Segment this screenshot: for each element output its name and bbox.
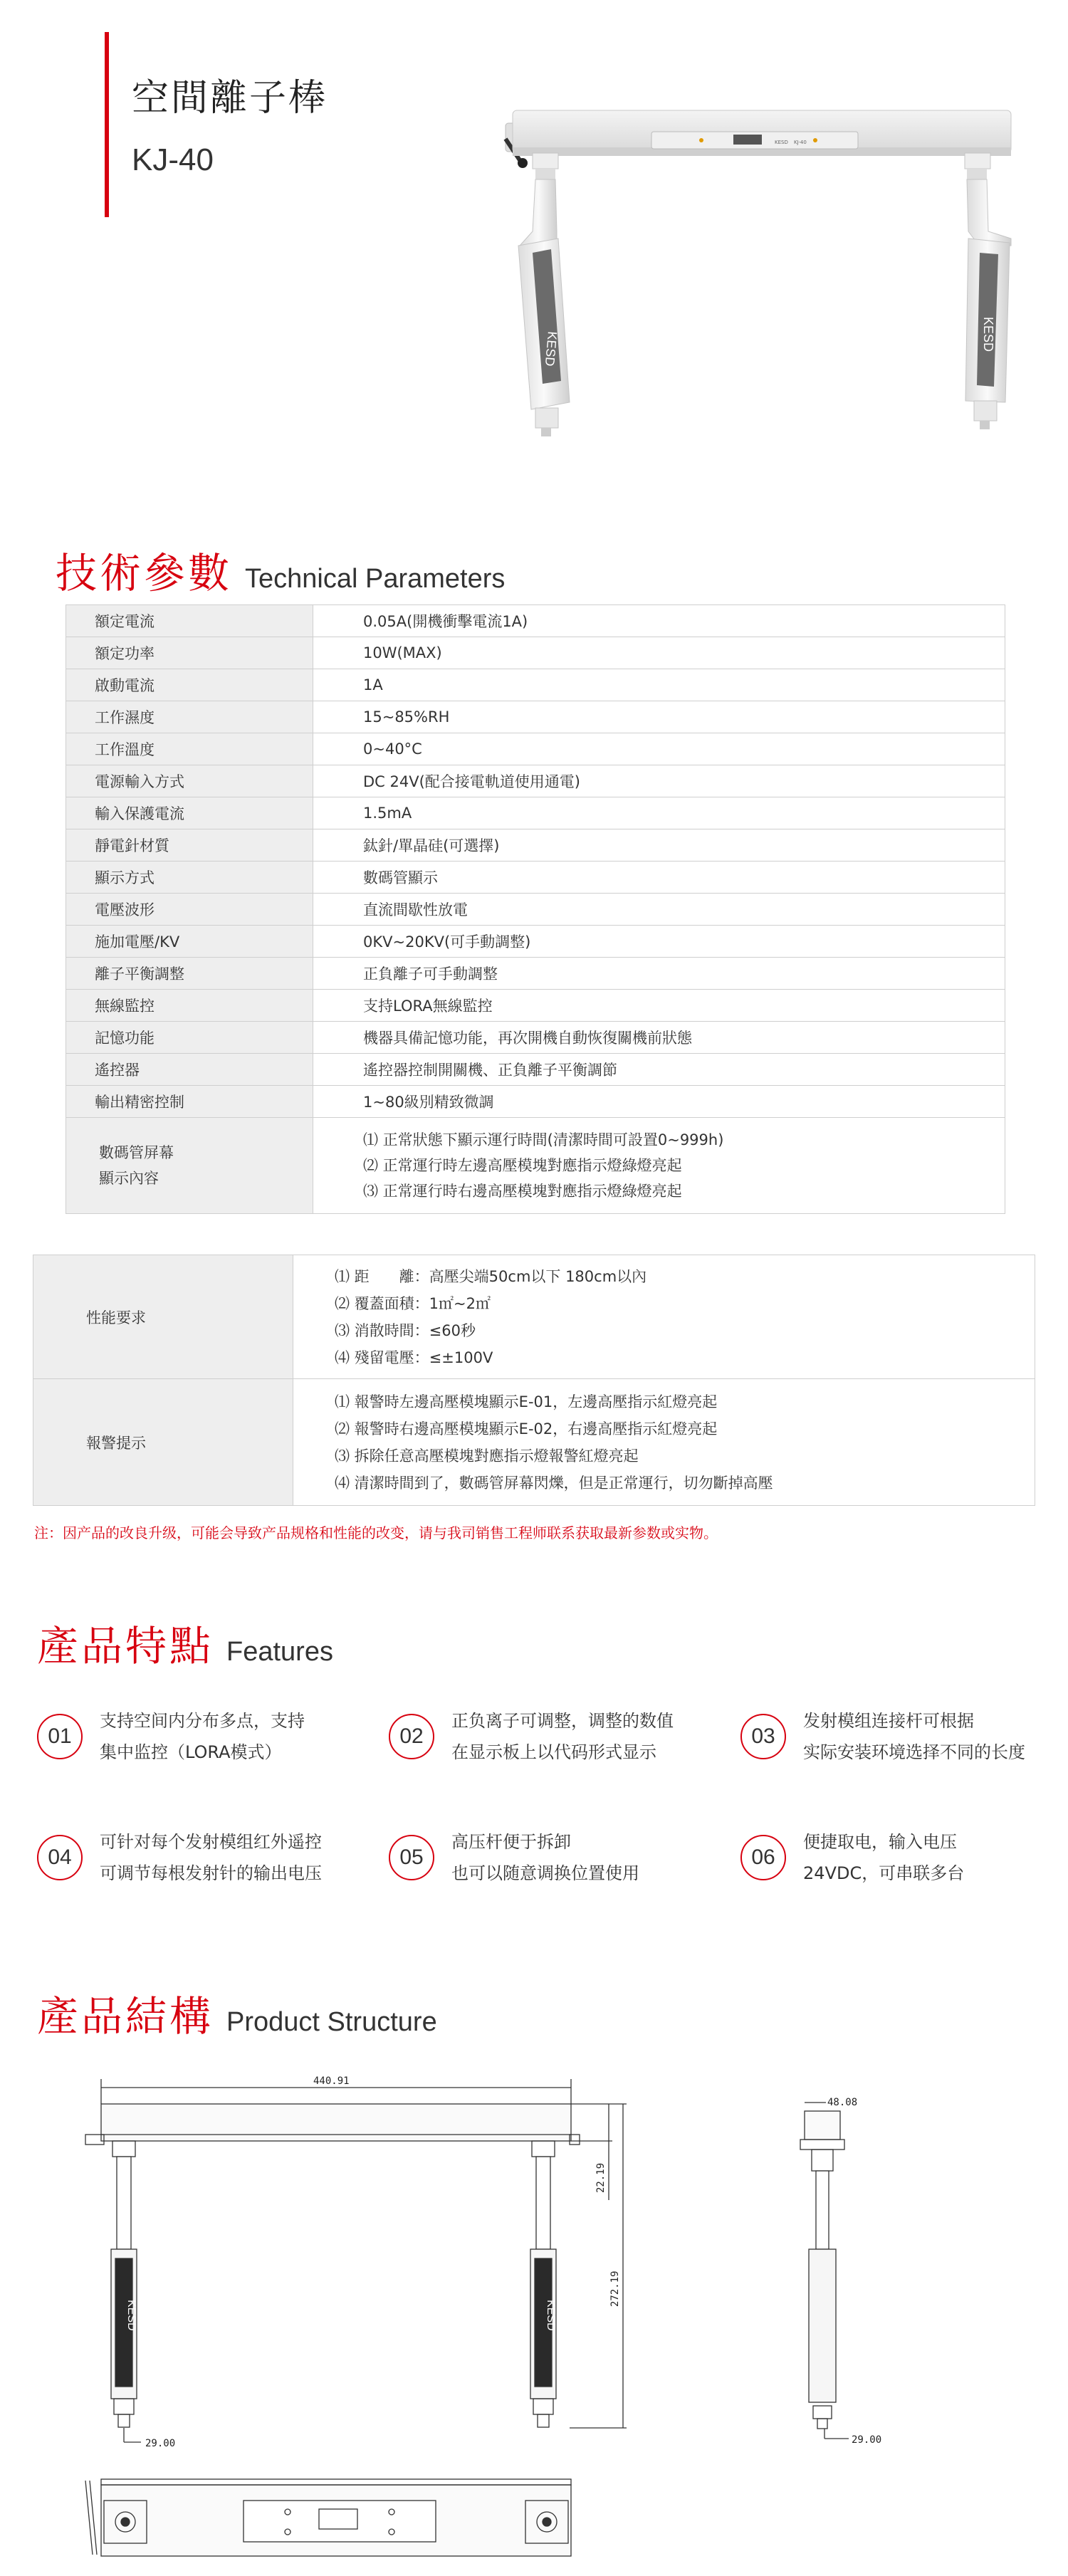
param-value: 15~85%RH <box>313 701 1005 733</box>
table-row <box>66 958 1005 990</box>
param-value: 1.5mA <box>313 797 1005 829</box>
table-row <box>66 765 1005 797</box>
feature-item <box>389 1826 639 1889</box>
param-label: 額定功率 <box>66 637 313 669</box>
table-row <box>66 733 1005 765</box>
param-label: 電源輸入方式 <box>66 765 313 797</box>
feature-number: 05 <box>389 1835 434 1880</box>
display-value <box>313 1118 1005 1214</box>
param-value: 支持LORA無線監控 <box>313 990 1005 1022</box>
feature-line: 24VDC，可串联多台 <box>803 1863 965 1883</box>
features-heading-cn: 產品特點 <box>37 1622 214 1670</box>
bottom-view-drawing <box>71 2471 641 2570</box>
front-view-drawing <box>71 2072 641 2456</box>
display-label-line: 數碼管屏幕 <box>99 1144 174 1161</box>
param-value: 1~80級別精致微調 <box>313 1086 1005 1118</box>
perf-label: 性能要求 <box>33 1255 293 1379</box>
table-row <box>66 1118 1005 1214</box>
param-label: 輸入保護電流 <box>66 797 313 829</box>
rod-right-brand: KESD <box>981 317 995 352</box>
feature-line: 高压杆便于拆卸 <box>451 1832 571 1852</box>
table-row <box>33 1379 1035 1506</box>
display-label <box>66 1118 313 1214</box>
table-row <box>66 926 1005 958</box>
param-label: 電壓波形 <box>66 894 313 926</box>
feature-line: 也可以随意调换位置使用 <box>451 1863 639 1883</box>
table-row <box>66 990 1005 1022</box>
perf-line: ⑶ 消散時間：≤60秒 <box>335 1321 476 1339</box>
panel-model-text: KJ-40 <box>794 140 807 145</box>
param-label: 額定電流 <box>66 605 313 637</box>
param-value: 遙控器控制開關機、正負離子平衡調節 <box>313 1054 1005 1086</box>
perf-table <box>33 1255 1035 1506</box>
feature-line: 发射模组连接杆可根据 <box>803 1711 974 1731</box>
param-label: 離子平衡調整 <box>66 958 313 990</box>
alarm-label: 報警提示 <box>33 1379 293 1506</box>
alarm-line: ⑵ 報警時右邊高壓模塊顯示E-02，右邊高壓指示紅燈亮起 <box>335 1420 718 1438</box>
structure-heading-cn: 產品結構 <box>37 1992 214 2041</box>
param-value: 0~40°C <box>313 733 1005 765</box>
table-row <box>66 862 1005 894</box>
param-label: 施加電壓/KV <box>66 926 313 958</box>
model-number: KJ-40 <box>132 142 214 177</box>
feature-line: 集中监控（LORA模式） <box>100 1742 282 1762</box>
feature-line: 可针对每个发射模组红外遥控 <box>100 1832 322 1852</box>
feature-line: 便捷取电，输入电压 <box>803 1832 957 1852</box>
param-value: 10W(MAX) <box>313 637 1005 669</box>
structure-heading-en: Product Structure <box>226 2007 437 2037</box>
feature-line: 实际安装环境选择不同的长度 <box>803 1742 1025 1762</box>
table-row <box>66 829 1005 862</box>
tech-heading <box>56 540 505 600</box>
feature-number: 02 <box>389 1714 434 1759</box>
features-heading-en: Features <box>226 1637 333 1667</box>
param-label: 記憶功能 <box>66 1022 313 1054</box>
dim-tip-left: 29.00 <box>145 2438 176 2449</box>
table-row <box>66 894 1005 926</box>
param-label: 輸出精密控制 <box>66 1086 313 1118</box>
param-value: 直流間歇性放電 <box>313 894 1005 926</box>
feature-number: 06 <box>740 1835 786 1880</box>
structure-heading <box>37 1983 437 2043</box>
alarm-line: ⑶ 拆除任意高壓模塊對應指示燈報警紅燈亮起 <box>335 1447 639 1465</box>
panel-brand-text: KESD <box>775 140 788 145</box>
feature-item <box>740 1826 964 1889</box>
feature-line: 在显示板上以代码形式显示 <box>451 1742 656 1762</box>
side-view-drawing <box>783 2090 940 2446</box>
dim-tip-right: 29.00 <box>852 2434 882 2446</box>
feature-number: 04 <box>37 1835 83 1880</box>
perf-lines <box>293 1255 1035 1379</box>
feature-number: 01 <box>37 1714 83 1759</box>
alarm-line: ⑷ 清潔時間到了，數碼管屏幕閃爍，但是正常運行，切勿斷掉高壓 <box>335 1474 773 1492</box>
product-photo <box>491 103 1032 438</box>
table-row <box>33 1255 1035 1379</box>
feature-item <box>37 1705 305 1768</box>
drawing-left-brand: KESD <box>125 2300 137 2331</box>
table-row <box>66 637 1005 669</box>
param-value: 1A <box>313 669 1005 701</box>
accent-bar <box>105 32 109 217</box>
params-table <box>66 604 1005 1214</box>
param-value: 正負離子可手動調整 <box>313 958 1005 990</box>
drawing-right-brand: KESD <box>545 2300 557 2331</box>
param-label: 靜電針材質 <box>66 829 313 862</box>
tech-heading-en: Technical Parameters <box>245 564 506 594</box>
perf-line: ⑴ 距 離：高壓尖端50cm以下 180cm以內 <box>335 1267 647 1285</box>
param-label: 遙控器 <box>66 1054 313 1086</box>
feature-item <box>389 1705 674 1768</box>
table-row <box>66 701 1005 733</box>
display-label-line: 顯示內容 <box>99 1170 159 1187</box>
feature-line: 正负离子可调整，调整的数值 <box>451 1711 674 1731</box>
dim-total-height: 272.19 <box>609 2271 621 2307</box>
feature-item <box>37 1826 322 1889</box>
features-heading <box>37 1613 333 1672</box>
param-value: 數碼管顯示 <box>313 862 1005 894</box>
table-row <box>66 669 1005 701</box>
param-value: DC 24V(配合接電軌道使用通電) <box>313 765 1005 797</box>
display-line: ⑶ 正常運行時右邊高壓模塊對應指示燈綠燈亮起 <box>363 1183 682 1200</box>
table-row <box>66 605 1005 637</box>
param-value: 機器具備記憶功能，再次開機自動恢復關機前狀態 <box>313 1022 1005 1054</box>
dim-length: 440.91 <box>313 2075 350 2087</box>
feature-number: 03 <box>740 1714 786 1759</box>
display-line: ⑴ 正常狀態下顯示運行時間(清潔時間可設置0~999h) <box>363 1131 724 1148</box>
param-value: 0.05A(開機衝擊電流1A) <box>313 605 1005 637</box>
perf-line: ⑵ 覆蓋面積：1㎡~2㎡ <box>335 1294 491 1312</box>
param-label: 顯示方式 <box>66 862 313 894</box>
alarm-line: ⑴ 報警時左邊高壓模塊顯示E-01，左邊高壓指示紅燈亮起 <box>335 1393 718 1410</box>
feature-line: 可调节每根发射针的输出电压 <box>100 1863 322 1883</box>
table-row <box>66 797 1005 829</box>
param-label: 無線監控 <box>66 990 313 1022</box>
table-row <box>66 1086 1005 1118</box>
page-title: 空間離子棒 <box>132 77 328 120</box>
perf-line: ⑷ 殘留電壓：≤±100V <box>335 1349 493 1366</box>
param-value: 0KV~20KV(可手動調整) <box>313 926 1005 958</box>
dim-top-height: 22.19 <box>595 2162 607 2193</box>
feature-line: 支持空间内分布多点，支持 <box>100 1711 305 1731</box>
display-line: ⑵ 正常運行時左邊高壓模塊對應指示燈綠燈亮起 <box>363 1157 682 1174</box>
param-label: 工作濕度 <box>66 701 313 733</box>
disclaimer-note: 注：因产品的改良升级，可能会导致产品规格和性能的改变，请与我司销售工程师联系获取最新参数或实物。 <box>34 1524 718 1541</box>
param-label: 工作溫度 <box>66 733 313 765</box>
dim-width: 48.08 <box>827 2097 858 2108</box>
tech-heading-cn: 技術參數 <box>56 549 233 597</box>
rod-left-brand: KESD <box>542 330 560 367</box>
alarm-lines <box>293 1379 1035 1506</box>
table-row <box>66 1054 1005 1086</box>
table-row <box>66 1022 1005 1054</box>
param-value: 鈦針/單晶硅(可選擇) <box>313 829 1005 862</box>
param-label: 啟動電流 <box>66 669 313 701</box>
feature-item <box>740 1705 1025 1768</box>
